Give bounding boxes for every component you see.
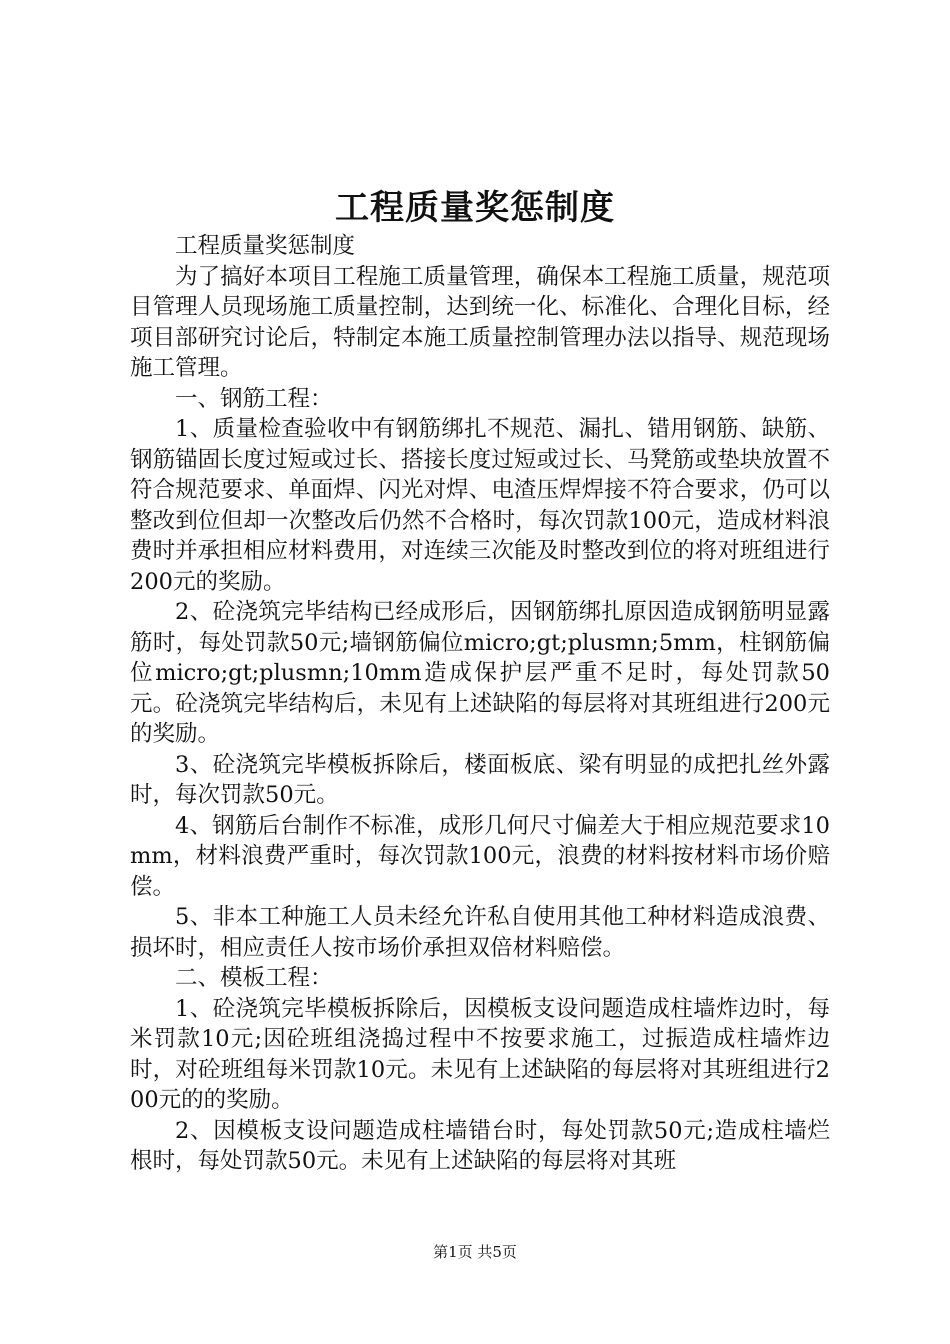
paragraph-intro: 为了搞好本项目工程施工质量管理，确保本工程施工质量，规范项目管理人员现场施工质量控制，达到统一化、标准化、合理化目标，经项目部研究讨论后，特制定本施工质量控制管理办法以指导、规范现场施工管理。 bbox=[130, 263, 830, 381]
paragraph-formwork-1: 1、砼浇筑完毕模板拆除后，因模板支设问题造成柱墙炸边时，每米罚款10元;因砼班组浇捣过程中不按要求施工，过振造成柱墙炸边时，对砼班组每米罚款10元。未见有上述缺陷的每层将对其班组进行200元的的奖励。 bbox=[130, 995, 830, 1113]
paragraph-formwork-2: 2、因模板支设问题造成柱墙错台时，每处罚款50元;造成柱墙烂根时，每处罚款50元。未见有上述缺陷的每层将对其班 bbox=[130, 1117, 830, 1174]
document-body bbox=[130, 231, 830, 1177]
paragraph-rebar-3: 3、砼浇筑完毕模板拆除后，楼面板底、梁有明显的成把扎丝外露时，每次罚款50元。 bbox=[130, 751, 830, 808]
paragraph-rebar-1: 1、质量检查验收中有钢筋绑扎不规范、漏扎、错用钢筋、缺筋、钢筋锚固长度过短或过长、搭接长度过短或过长、马凳筋或垫块放置不符合规范要求、单面焊、闪光对焊、电渣压焊焊接不符合要求，仍可以整改到位但却一次整改后仍然不合格时，每次罚款100元，造成材料浪费时并承担相应材料费用，对连续三次能及时整改到位的将对班组进行200元的奖励。 bbox=[130, 416, 830, 595]
paragraph-subtitle: 工程质量奖惩制度 bbox=[175, 233, 356, 259]
paragraph-rebar-2: 2、砼浇筑完毕结构已经成形后，因钢筋绑扎原因造成钢筋明显露筋时，每处罚款50元;墙钢筋偏位micro;gt;plusmn;5mm，柱钢筋偏位micro;gt;plusmn;10mm造成保护层严重不足时，每处罚款50元。砼浇筑完毕结构后，未见有上述缺陷的每层将对其班组进行200元的奖励。 bbox=[130, 599, 830, 747]
paragraph-rebar-5: 5、非本工种施工人员未经允许私自使用其他工种材料造成浪费、损坏时，相应责任人按市场价承担双倍材料赔偿。 bbox=[130, 904, 830, 961]
page-footer: 第1页 共5页 bbox=[433, 1243, 517, 1261]
document-title: 工程质量奖惩制度 bbox=[335, 188, 615, 228]
section-heading-rebar: 一、钢筋工程： bbox=[175, 385, 333, 412]
paragraph-rebar-4: 4、钢筋后台制作不标准，成形几何尺寸偏差大于相应规范要求10mm，材料浪费严重时，每次罚款100元，浪费的材料按材料市场价赔偿。 bbox=[130, 812, 830, 900]
section-heading-formwork: 二、模板工程： bbox=[175, 965, 333, 991]
